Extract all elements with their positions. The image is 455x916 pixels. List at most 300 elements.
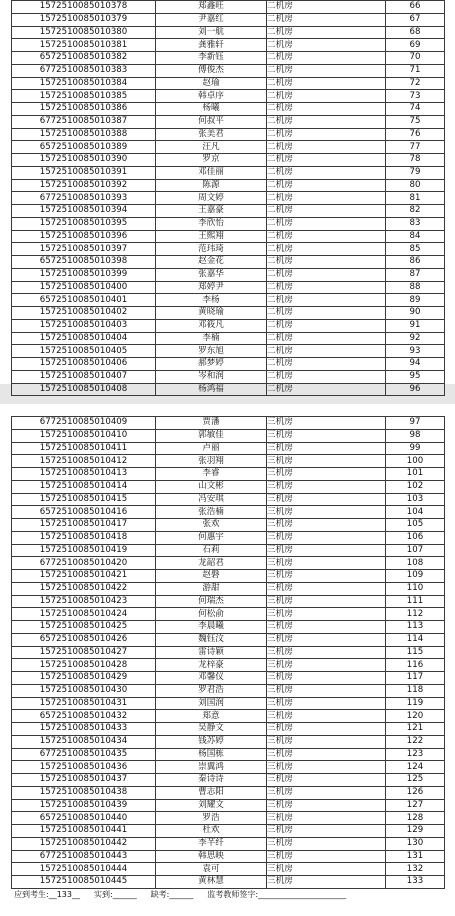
student-name-cell: 张美君 — [156, 128, 267, 141]
exam-id-cell: 6572510085010426 — [12, 633, 156, 646]
room-cell: 二机房 — [267, 243, 386, 256]
room-cell: 三机房 — [267, 442, 386, 455]
room-cell: 二机房 — [267, 294, 386, 307]
room-cell: 二机房 — [267, 166, 386, 179]
table-row — [12, 52, 445, 65]
room-cell: 三机房 — [267, 748, 386, 761]
exam-id-cell: 1572510085010428 — [12, 659, 156, 672]
student-name-cell: 张羽翔 — [156, 455, 267, 468]
seat-number-cell: 90 — [386, 307, 445, 320]
roster-table-2-body — [12, 417, 445, 889]
table-row — [12, 455, 445, 468]
exam-id-cell: 1572510085010433 — [12, 723, 156, 736]
exam-id-cell: 6772510085010435 — [12, 748, 156, 761]
seat-number-cell: 96 — [386, 383, 445, 396]
table-row — [12, 243, 445, 256]
table-row — [12, 26, 445, 39]
room-cell: 三机房 — [267, 837, 386, 850]
student-name-cell: 吴静文 — [156, 723, 267, 736]
room-cell: 三机房 — [267, 557, 386, 570]
room-cell: 三机房 — [267, 646, 386, 659]
table-row — [12, 128, 445, 141]
exam-id-cell: 6772510085010420 — [12, 557, 156, 570]
table-row — [12, 480, 445, 493]
student-name-cell: 何惠宇 — [156, 531, 267, 544]
exam-id-cell: 6772510085010387 — [12, 115, 156, 128]
proctor-label: 监考教师签字: — [207, 890, 259, 899]
page-1 — [0, 0, 455, 394]
student-name-cell: 李欣怡 — [156, 217, 267, 230]
room-cell: 三机房 — [267, 633, 386, 646]
student-name-cell: 李新钰 — [156, 52, 267, 65]
student-name-cell: 龚雅轩 — [156, 39, 267, 52]
student-name-cell: 龙韶君 — [156, 557, 267, 570]
seat-number-cell: 99 — [386, 442, 445, 455]
room-cell: 二机房 — [267, 39, 386, 52]
student-name-cell: 黄晓瑜 — [156, 307, 267, 320]
exam-id-cell: 1572510085010424 — [12, 608, 156, 621]
room-cell: 三机房 — [267, 723, 386, 736]
exam-id-cell: 1572510085010425 — [12, 621, 156, 634]
room-cell: 三机房 — [267, 761, 386, 774]
table-row — [12, 493, 445, 506]
student-name-cell: 雷诗颖 — [156, 646, 267, 659]
student-name-cell: 杜欢 — [156, 825, 267, 838]
expected-value: __133__ — [48, 890, 80, 899]
table-row — [12, 608, 445, 621]
room-cell: 三机房 — [267, 455, 386, 468]
seat-number-cell: 105 — [386, 519, 445, 532]
student-name-cell: 邓佳丽 — [156, 166, 267, 179]
room-cell: 二机房 — [267, 205, 386, 218]
table-row — [12, 748, 445, 761]
seat-number-cell: 78 — [386, 154, 445, 167]
room-cell: 二机房 — [267, 179, 386, 192]
seat-number-cell: 126 — [386, 786, 445, 799]
table-row — [12, 417, 445, 430]
table-row — [12, 812, 445, 825]
student-name-cell: 汪凡 — [156, 141, 267, 154]
exam-id-cell: 1572510085010437 — [12, 774, 156, 787]
table-row — [12, 825, 445, 838]
student-name-cell: 赵磐 — [156, 570, 267, 583]
room-cell: 三机房 — [267, 710, 386, 723]
room-cell: 三机房 — [267, 812, 386, 825]
seat-number-cell: 86 — [386, 256, 445, 269]
student-name-cell: 冯安琪 — [156, 493, 267, 506]
seat-number-cell: 131 — [386, 850, 445, 863]
table-row — [12, 154, 445, 167]
table-row — [12, 799, 445, 812]
table-row — [12, 64, 445, 77]
student-name-cell: 傅俊杰 — [156, 64, 267, 77]
student-name-cell: 赵瑜 — [156, 77, 267, 90]
student-name-cell: 杨国栋 — [156, 748, 267, 761]
exam-id-cell: 1572510085010438 — [12, 786, 156, 799]
table-row — [12, 294, 445, 307]
exam-id-cell: 1572510085010404 — [12, 332, 156, 345]
sign-off-footer — [14, 889, 346, 900]
student-name-cell: 刘国润 — [156, 697, 267, 710]
seat-number-cell: 120 — [386, 710, 445, 723]
exam-id-cell: 1572510085010429 — [12, 672, 156, 685]
room-cell: 三机房 — [267, 799, 386, 812]
room-cell: 三机房 — [267, 480, 386, 493]
exam-id-cell: 1572510085010444 — [12, 863, 156, 876]
room-cell: 三机房 — [267, 684, 386, 697]
table-row — [12, 115, 445, 128]
seat-number-cell: 84 — [386, 230, 445, 243]
table-row — [12, 256, 445, 269]
exam-id-cell: 1572510085010417 — [12, 519, 156, 532]
room-cell: 二机房 — [267, 154, 386, 167]
student-name-cell: 秦诗诗 — [156, 774, 267, 787]
seat-number-cell: 103 — [386, 493, 445, 506]
expected-label: 应到考生: — [14, 890, 49, 899]
room-cell: 二机房 — [267, 332, 386, 345]
seat-number-cell: 116 — [386, 659, 445, 672]
room-cell: 二机房 — [267, 128, 386, 141]
room-cell: 三机房 — [267, 595, 386, 608]
table-row — [12, 205, 445, 218]
exam-id-cell: 6772510085010383 — [12, 64, 156, 77]
seat-number-cell: 127 — [386, 799, 445, 812]
seat-number-cell: 112 — [386, 608, 445, 621]
exam-id-cell: 1572510085010421 — [12, 570, 156, 583]
actual-blank: ______ — [112, 890, 137, 899]
room-cell: 三机房 — [267, 697, 386, 710]
room-cell: 二机房 — [267, 1, 386, 14]
exam-id-cell: 1572510085010436 — [12, 761, 156, 774]
student-name-cell: 罗君浩 — [156, 684, 267, 697]
room-cell: 二机房 — [267, 383, 386, 396]
room-cell: 三机房 — [267, 850, 386, 863]
exam-id-cell: 1572510085010411 — [12, 442, 156, 455]
seat-number-cell: 82 — [386, 205, 445, 218]
seat-number-cell: 95 — [386, 370, 445, 383]
student-name-cell: 龙梓豪 — [156, 659, 267, 672]
exam-id-cell: 1572510085010406 — [12, 358, 156, 371]
room-cell: 二机房 — [267, 90, 386, 103]
seat-number-cell: 77 — [386, 141, 445, 154]
room-cell: 二机房 — [267, 358, 386, 371]
table-row — [12, 192, 445, 205]
student-name-cell: 郑意 — [156, 710, 267, 723]
absent-label: 缺考: — [150, 890, 170, 899]
table-row — [12, 531, 445, 544]
seat-number-cell: 93 — [386, 345, 445, 358]
room-cell: 三机房 — [267, 468, 386, 481]
student-name-cell: 何瑞杰 — [156, 595, 267, 608]
absent-blank: ______ — [169, 890, 194, 899]
exam-id-cell: 1572510085010396 — [12, 230, 156, 243]
seat-number-cell: 132 — [386, 863, 445, 876]
exam-id-cell: 1572510085010403 — [12, 319, 156, 332]
student-name-cell: 王熙翔 — [156, 230, 267, 243]
exam-id-cell: 1572510085010412 — [12, 455, 156, 468]
seat-number-cell: 111 — [386, 595, 445, 608]
table-row — [12, 557, 445, 570]
exam-id-cell: 6572510085010398 — [12, 256, 156, 269]
table-row — [12, 837, 445, 850]
student-name-cell: 李晨曦 — [156, 621, 267, 634]
exam-id-cell: 1572510085010413 — [12, 468, 156, 481]
table-row — [12, 646, 445, 659]
student-name-cell: 罗京 — [156, 154, 267, 167]
room-cell: 二机房 — [267, 26, 386, 39]
seat-number-cell: 107 — [386, 544, 445, 557]
room-cell: 二机房 — [267, 345, 386, 358]
student-name-cell: 范玮琦 — [156, 243, 267, 256]
seat-number-cell: 117 — [386, 672, 445, 685]
room-cell: 二机房 — [267, 13, 386, 26]
seat-number-cell: 85 — [386, 243, 445, 256]
student-name-cell: 郑鑫旺 — [156, 1, 267, 14]
student-name-cell: 杨曦 — [156, 103, 267, 116]
student-name-cell: 李杨 — [156, 294, 267, 307]
table-row — [12, 307, 445, 320]
exam-id-cell: 1572510085010381 — [12, 39, 156, 52]
room-cell: 三机房 — [267, 863, 386, 876]
student-name-cell: 杨鸿福 — [156, 383, 267, 396]
room-cell: 三机房 — [267, 876, 386, 889]
student-name-cell: 李睿 — [156, 468, 267, 481]
seat-number-cell: 92 — [386, 332, 445, 345]
exam-id-cell: 1572510085010385 — [12, 90, 156, 103]
room-cell: 三机房 — [267, 825, 386, 838]
exam-id-cell: 1572510085010445 — [12, 876, 156, 889]
exam-id-cell: 1572510085010434 — [12, 735, 156, 748]
seat-number-cell: 130 — [386, 837, 445, 850]
exam-id-cell: 1572510085010402 — [12, 307, 156, 320]
seat-number-cell: 73 — [386, 90, 445, 103]
table-row — [12, 735, 445, 748]
seat-number-cell: 129 — [386, 825, 445, 838]
student-name-cell: 岑和润 — [156, 370, 267, 383]
student-name-cell: 张欢 — [156, 519, 267, 532]
exam-id-cell: 1572510085010390 — [12, 154, 156, 167]
student-name-cell: 郭敏佳 — [156, 429, 267, 442]
table-row — [12, 281, 445, 294]
table-row — [12, 39, 445, 52]
seat-number-cell: 67 — [386, 13, 445, 26]
table-row — [12, 672, 445, 685]
table-row — [12, 684, 445, 697]
seat-number-cell: 113 — [386, 621, 445, 634]
exam-id-cell: 6572510085010382 — [12, 52, 156, 65]
table-row — [12, 659, 445, 672]
table-row — [12, 268, 445, 281]
room-cell: 二机房 — [267, 268, 386, 281]
table-row — [12, 345, 445, 358]
room-cell: 三机房 — [267, 570, 386, 583]
room-cell: 二机房 — [267, 230, 386, 243]
room-cell: 二机房 — [267, 141, 386, 154]
exam-id-cell: 1572510085010418 — [12, 531, 156, 544]
exam-id-cell: 1572510085010410 — [12, 429, 156, 442]
room-cell: 三机房 — [267, 735, 386, 748]
seat-number-cell: 128 — [386, 812, 445, 825]
room-cell: 三机房 — [267, 621, 386, 634]
room-cell: 三机房 — [267, 608, 386, 621]
table-row — [12, 179, 445, 192]
student-name-cell: 罗浩 — [156, 812, 267, 825]
student-name-cell: 曹志阳 — [156, 786, 267, 799]
room-cell: 三机房 — [267, 429, 386, 442]
seat-number-cell: 76 — [386, 128, 445, 141]
exam-id-cell: 1572510085010407 — [12, 370, 156, 383]
exam-id-cell: 1572510085010399 — [12, 268, 156, 281]
exam-id-cell: 1572510085010395 — [12, 217, 156, 230]
exam-id-cell: 1572510085010422 — [12, 582, 156, 595]
table-row — [12, 383, 445, 396]
seat-number-cell: 81 — [386, 192, 445, 205]
exam-id-cell: 1572510085010380 — [12, 26, 156, 39]
seat-number-cell: 104 — [386, 506, 445, 519]
seat-number-cell: 101 — [386, 468, 445, 481]
seat-number-cell: 119 — [386, 697, 445, 710]
exam-id-cell: 1572510085010408 — [12, 383, 156, 396]
exam-id-cell: 1572510085010391 — [12, 166, 156, 179]
table-row — [12, 103, 445, 116]
room-cell: 二机房 — [267, 256, 386, 269]
exam-id-cell: 6772510085010409 — [12, 417, 156, 430]
student-name-cell: 李楠 — [156, 332, 267, 345]
student-name-cell: 刘耀文 — [156, 799, 267, 812]
table-row — [12, 876, 445, 889]
seat-number-cell: 87 — [386, 268, 445, 281]
student-name-cell: 尹嘉红 — [156, 13, 267, 26]
table-row — [12, 850, 445, 863]
seat-number-cell: 123 — [386, 748, 445, 761]
exam-id-cell: 1572510085010400 — [12, 281, 156, 294]
exam-id-cell: 1572510085010415 — [12, 493, 156, 506]
exam-id-cell: 1572510085010384 — [12, 77, 156, 90]
exam-id-cell: 6572510085010389 — [12, 141, 156, 154]
exam-id-cell: 1572510085010379 — [12, 13, 156, 26]
exam-id-cell: 1572510085010439 — [12, 799, 156, 812]
table-row — [12, 519, 445, 532]
exam-id-cell: 6772510085010393 — [12, 192, 156, 205]
table-row — [12, 429, 445, 442]
roster-table-2 — [11, 416, 445, 889]
table-row — [12, 141, 445, 154]
room-cell: 二机房 — [267, 370, 386, 383]
table-row — [12, 13, 445, 26]
student-name-cell: 贾潘 — [156, 417, 267, 430]
table-row — [12, 774, 445, 787]
exam-id-cell: 6572510085010416 — [12, 506, 156, 519]
student-name-cell: 李芊纤 — [156, 837, 267, 850]
seat-number-cell: 98 — [386, 429, 445, 442]
exam-id-cell: 6572510085010440 — [12, 812, 156, 825]
student-name-cell: 邓馨仪 — [156, 672, 267, 685]
exam-id-cell: 6772510085010443 — [12, 850, 156, 863]
seat-number-cell: 70 — [386, 52, 445, 65]
student-name-cell: 魏钰汶 — [156, 633, 267, 646]
student-name-cell: 刘一航 — [156, 26, 267, 39]
table-row — [12, 633, 445, 646]
seat-number-cell: 69 — [386, 39, 445, 52]
table-row — [12, 90, 445, 103]
room-cell: 三机房 — [267, 519, 386, 532]
exam-id-cell: 157251008501037​8 — [12, 1, 156, 14]
exam-id-cell: 1572510085010386 — [12, 103, 156, 116]
seat-number-cell: 74 — [386, 103, 445, 116]
student-name-cell: 张浩楠 — [156, 506, 267, 519]
table-row — [12, 761, 445, 774]
student-name-cell: 山文彬 — [156, 480, 267, 493]
table-row — [12, 595, 445, 608]
room-cell: 三机房 — [267, 659, 386, 672]
room-cell: 二机房 — [267, 307, 386, 320]
room-cell: 三机房 — [267, 774, 386, 787]
seat-number-cell: 110 — [386, 582, 445, 595]
table-row — [12, 723, 445, 736]
table-row — [12, 468, 445, 481]
student-name-cell: 游甜 — [156, 582, 267, 595]
room-cell: 二机房 — [267, 319, 386, 332]
student-name-cell: 钱苏婷 — [156, 735, 267, 748]
table-row — [12, 332, 445, 345]
table-row — [12, 230, 445, 243]
student-name-cell: 王嘉豪 — [156, 205, 267, 218]
table-row — [12, 710, 445, 723]
exam-id-cell: 6572510085010401 — [12, 294, 156, 307]
student-name-cell: 韩思映 — [156, 850, 267, 863]
student-name-cell: 郑婷尹 — [156, 281, 267, 294]
seat-number-cell: 80 — [386, 179, 445, 192]
exam-id-cell: 1572510085010392 — [12, 179, 156, 192]
roster-table-1-body — [12, 1, 445, 396]
exam-id-cell: 1572510085010441 — [12, 825, 156, 838]
roster-table-1 — [11, 0, 445, 396]
exam-id-cell: 1572510085010405 — [12, 345, 156, 358]
seat-number-cell: 100 — [386, 455, 445, 468]
room-cell: 三机房 — [267, 544, 386, 557]
table-row — [12, 370, 445, 383]
table-row — [12, 442, 445, 455]
exam-id-cell: 1572510085010397 — [12, 243, 156, 256]
table-row — [12, 544, 445, 557]
seat-number-cell: 75 — [386, 115, 445, 128]
seat-number-cell: 91 — [386, 319, 445, 332]
student-name-cell: 陈源 — [156, 179, 267, 192]
student-name-cell: 郝梦婷 — [156, 358, 267, 371]
exam-id-cell: 1572510085010388 — [12, 128, 156, 141]
seat-number-cell: 66 — [386, 1, 445, 14]
seat-number-cell: 88 — [386, 281, 445, 294]
student-name-cell: 何松俞 — [156, 608, 267, 621]
exam-id-cell: 1572510085010394 — [12, 205, 156, 218]
exam-id-cell: 1572510085010430 — [12, 684, 156, 697]
student-name-cell: 韩卓序 — [156, 90, 267, 103]
seat-number-cell: 83 — [386, 217, 445, 230]
room-cell: 二机房 — [267, 281, 386, 294]
student-name-cell: 邓筱凡 — [156, 319, 267, 332]
room-cell: 三机房 — [267, 506, 386, 519]
seat-number-cell: 125 — [386, 774, 445, 787]
proctor-blank: ______________________ — [258, 890, 347, 899]
seat-number-cell: 94 — [386, 358, 445, 371]
room-cell: 二机房 — [267, 217, 386, 230]
seat-number-cell: 115 — [386, 646, 445, 659]
student-name-cell: 袁可 — [156, 863, 267, 876]
table-row — [12, 786, 445, 799]
seat-number-cell: 79 — [386, 166, 445, 179]
seat-number-cell: 106 — [386, 531, 445, 544]
room-cell: 三机房 — [267, 417, 386, 430]
